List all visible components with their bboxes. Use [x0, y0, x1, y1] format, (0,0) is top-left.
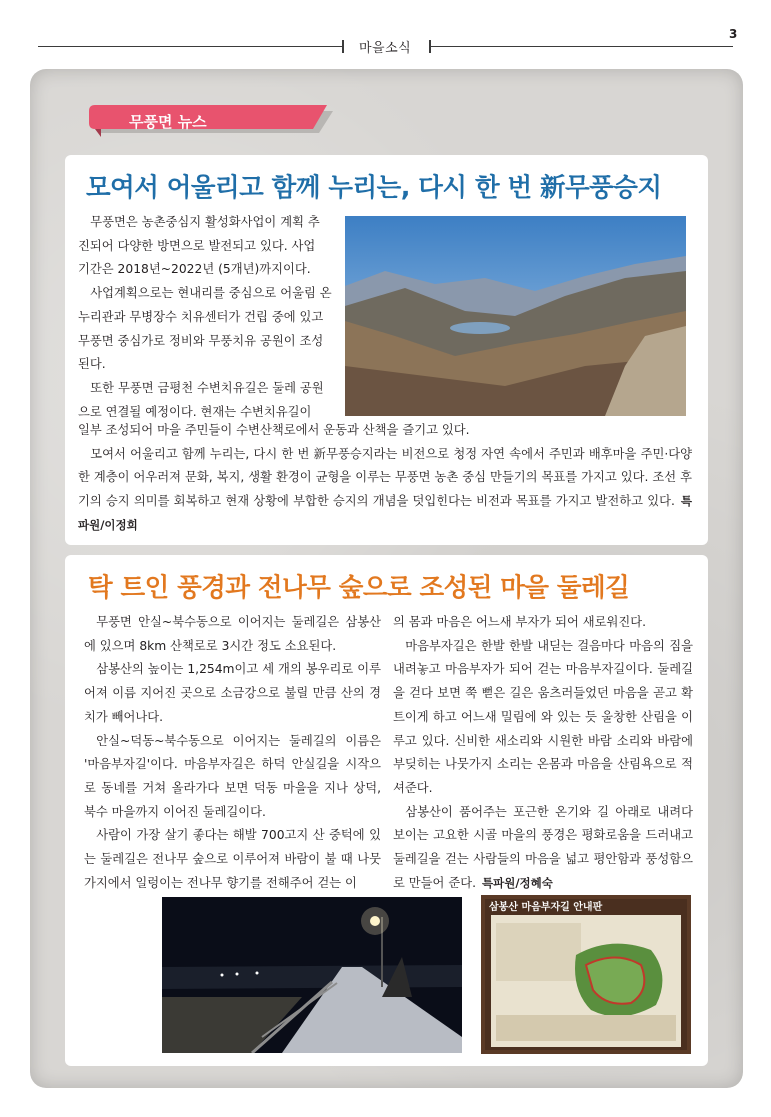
article1-intro: 무풍면은 농촌중심지 활성화사업이 계획 추 진되어 다양한 방면으로 발전되고 있다. 사업 기간은 2018년~2022년 (5개년)까지이다. 사업계획으로는 현내리를 중심으로 어울림 온 누리관과 무병장수 치유센터가 건립 중에 있고 무풍면 중심가로 정비와 무풍치유 공원이 조성 된다. 또한 무풍면 금평천 수변치유길은 둘레 공원 으로 연결될 예정이다. 현재는 수변치유길이 — [78, 215, 332, 419]
article2-credit: 특파원/정혜숙 — [482, 875, 553, 890]
sign-title: 삼봉산 마음부자길 안내판 — [489, 902, 603, 913]
header-rule-tick-left — [342, 40, 344, 53]
article2-column2: 의 몸과 마음은 어느새 부자가 되어 새로워진다. 마음부자길은 한발 한발 내딛는 걸음마다 마음의 짐을 내려놓고 마음부자가 되어 걷는 마음부자길이다. 둘레길을 걷다 보면 쭉 뻗은 길은 움츠러들었던 마음을 곧고 확 트이게 하고 어느새 밀림에 와 있는 듯 울창한 산림을 이루고 있다. 신비한 새소리와 시원한 바람 소리와 바람에 부딪히는 나뭇가지 소리는 온몸과 마음을 산림욕으로 적셔준다. 삼봉산이 품어주는 포근한 온기와 길 아래로 내려다 보이는 고요한 시골 마을의 풍경은 평화로움을 드러내고 둘레길을 걷는 사람들의 마음을 넓고 평안함과 풍성함으로 만들어 준다. 특파원/정혜숙 — [393, 615, 693, 890]
article2-column1: 무풍면 안실~북수동으로 이어지는 둘레길은 삼봉산에 있으며 8km 산책로로 3시간 정도 소요된다. 삼봉산의 높이는 1,254m이고 세 개의 봉우리로 이루어져 이름 지어진 곳으로 소금강으로 불릴 만큼 산의 경치가 빼어나다. 안실~덕동~북수동으로 이어지는 둘레길의 이름은 '마음부자길'이다. 마음부자길은 하덕 안실길을 시작으로 동네를 거쳐 올라가다 보면 덕동 마을을 지나 상덕, 북수 마을까지 이어진 둘레길이다. 사람이 가장 살기 좋다는 해발 700고지 산 중턱에 있는 둘레길은 전나무 숲으로 이루어져 바람이 불 때 나뭇가지에서 일렁이는 전나무 향기를 전해주어 걷는 이 — [84, 615, 381, 890]
header-rule-left — [38, 46, 343, 47]
trail-guide-sign-photo — [481, 895, 691, 1054]
news-tab-ribbon — [87, 103, 335, 141]
mountain-valley-photo — [345, 216, 686, 416]
page-number: 3 — [729, 27, 738, 41]
article1-credit: 특파원/이정희 — [78, 494, 692, 532]
section-label: 마을소식 — [359, 41, 412, 56]
tab-label: 무풍면 뉴스 — [129, 113, 207, 131]
header-rule-right — [430, 46, 733, 47]
article1-title: 모여서 어울리고 함께 누리는, 다시 한 번 新무풍승지 — [86, 173, 662, 203]
article1-body: 일부 조성되어 마을 주민들이 수변산책로에서 운동과 산책을 즐기고 있다. 모여서 어울리고 함께 누리는, 다시 한 번 新무풍승지라는 비전으로 청정 자연 속에서 주민과 배후마을 주민·다양한 계층이 어우러져 문화, 복지, 생활 환경이 균형을 이루는 무풍면 농촌 중심 만들기의 목표를 가지고 있다. 조선 후기의 승지 의미를 회복하고 현재 상황에 부합한 승지의 개념을 덧입힌다는 비전과 목표를 가지고 발전하고 있다. 특파원/이정희 — [78, 423, 692, 532]
article2-title: 탁 트인 풍경과 전나무 숲으로 조성된 마을 둘레길 — [88, 573, 630, 603]
night-trail-photo — [162, 897, 462, 1053]
